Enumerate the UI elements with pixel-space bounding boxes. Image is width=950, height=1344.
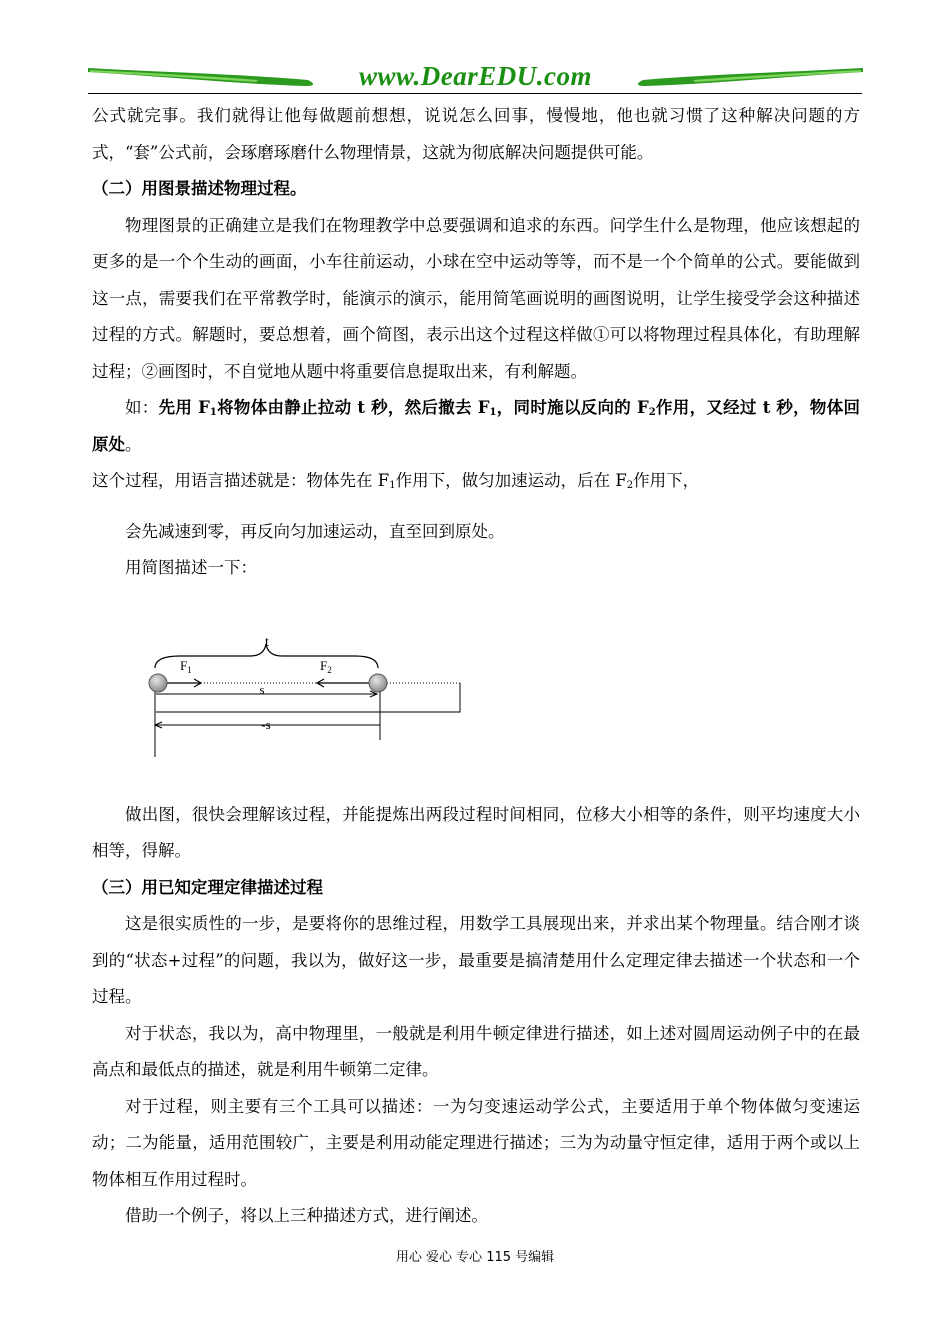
example-text-a: 先用 F <box>158 398 210 417</box>
paragraph-3 <box>92 463 860 500</box>
paragraph-4: 会先减速到零，再反向匀加速运动，直至回到原处。 <box>125 521 505 541</box>
section-heading-3: （三）用已知定理定律描述过程 <box>92 877 323 897</box>
example-sub-3: 2 <box>648 407 656 418</box>
page-header <box>88 58 863 98</box>
example-text-c: ，同时施以反向的 F <box>496 398 649 417</box>
motion-diagram <box>140 632 480 762</box>
neg-s-label: -s <box>261 717 271 732</box>
section-heading-2: （二）用图景描述物理过程。 <box>92 179 307 198</box>
example-text-d: 作用，又经过 t 秒，物体回原处 <box>92 398 860 454</box>
f1-label <box>180 658 192 675</box>
example-sub-2: 1 <box>489 407 497 418</box>
paragraph-7: 这是很实质性的一步，是要将你的思维过程，用数学工具展现出来，并求出某个物理量。结合刚才谈到的“状态+过程”的问题，我以为，做好这一步，最重要是搞清楚用什么定理定律去描述一个状态和一个过程。 <box>92 914 860 1006</box>
example-sub-1: 1 <box>209 407 217 418</box>
f1-letter: F <box>180 658 188 673</box>
paragraph-2: 物理图景的正确建立是我们在物理教学中总要强调和追求的东西。问学生什么是物理，他应该想起的更多的是一个个生动的画面，小车往前运动，小球在空中运动等等，而不是一个个简单的公式。要能做到这一点，需要我们在平常教学时，能演示的演示，能用简笔画说明的画图说明，让学生接受学会这种描述过程的方式。解题时，要总想着，画个简图，表示出这个过程这样做①可以将物理过程具体化，有助理解过程；②画图时，不自觉地从题中将重要信息提取出来，有利解题。 <box>92 215 860 381</box>
f2-letter: F <box>320 658 328 673</box>
paragraph-9: 对于过程，则主要有三个工具可以描述：一为匀变速运动学公式，主要适用于单个物体做匀变速运动；二为能量，适用范围较广，主要是利用动能定理进行描述；三为为动量守恒定律，适用于两个或以上物体相互作用过程时。 <box>92 1096 860 1189</box>
p3-text-b: 作用下，做匀加速运动，后在 F <box>395 471 627 490</box>
paragraph-10: 借助一个例子，将以上三种描述方式，进行阐述。 <box>125 1206 488 1225</box>
example-paragraph <box>92 390 860 463</box>
example-end: 。 <box>125 434 142 454</box>
page-footer: 用心 爱心 专心 115 号编辑 <box>395 1250 555 1265</box>
return-path <box>156 683 460 712</box>
paragraph-6: 做出图，很快会理解该过程，并能提炼出两段过程时间相同，位移大小相等的条件，则平均速度大小相等，得解。 <box>92 804 860 860</box>
paragraph-8: 对于状态，我以为，高中物理里，一般就是利用牛顿定律进行描述，如上述对圆周运动例子中的在最高点和最低点的描述，就是利用牛顿第二定律。 <box>92 1023 860 1079</box>
p3-text-c: 作用下， <box>633 471 700 490</box>
p3-sub-2: 2 <box>626 480 634 491</box>
p3-sub-1: 1 <box>389 480 396 491</box>
t-label: t <box>265 635 269 650</box>
example-prefix: 如： <box>125 398 159 417</box>
object-ball-start <box>149 674 167 692</box>
f2-label <box>320 658 332 675</box>
f1-subscript: 1 <box>187 665 192 675</box>
site-logo-text[interactable]: www.DearEDU.com <box>358 61 592 91</box>
header-divider <box>88 93 862 94</box>
paragraph-5: 用简图描述一下： <box>125 558 257 577</box>
p3-text-a: 这个过程，用语言描述就是：物体先在 F <box>92 471 390 490</box>
paragraph-1: 公式就完事。我们就得让他每做题前想想，说说怎么回事，慢慢地，他也就习惯了这种解决问题的方式，“套”公式前，会琢磨琢磨什么物理情景，这就为彻底解决问题提供可能。 <box>92 106 860 162</box>
example-text-b: 将物体由静止拉动 t 秒，然后撤去 F <box>216 398 490 417</box>
object-ball-turn <box>369 674 387 692</box>
s-label: s <box>259 682 265 697</box>
f2-subscript: 2 <box>327 665 332 675</box>
